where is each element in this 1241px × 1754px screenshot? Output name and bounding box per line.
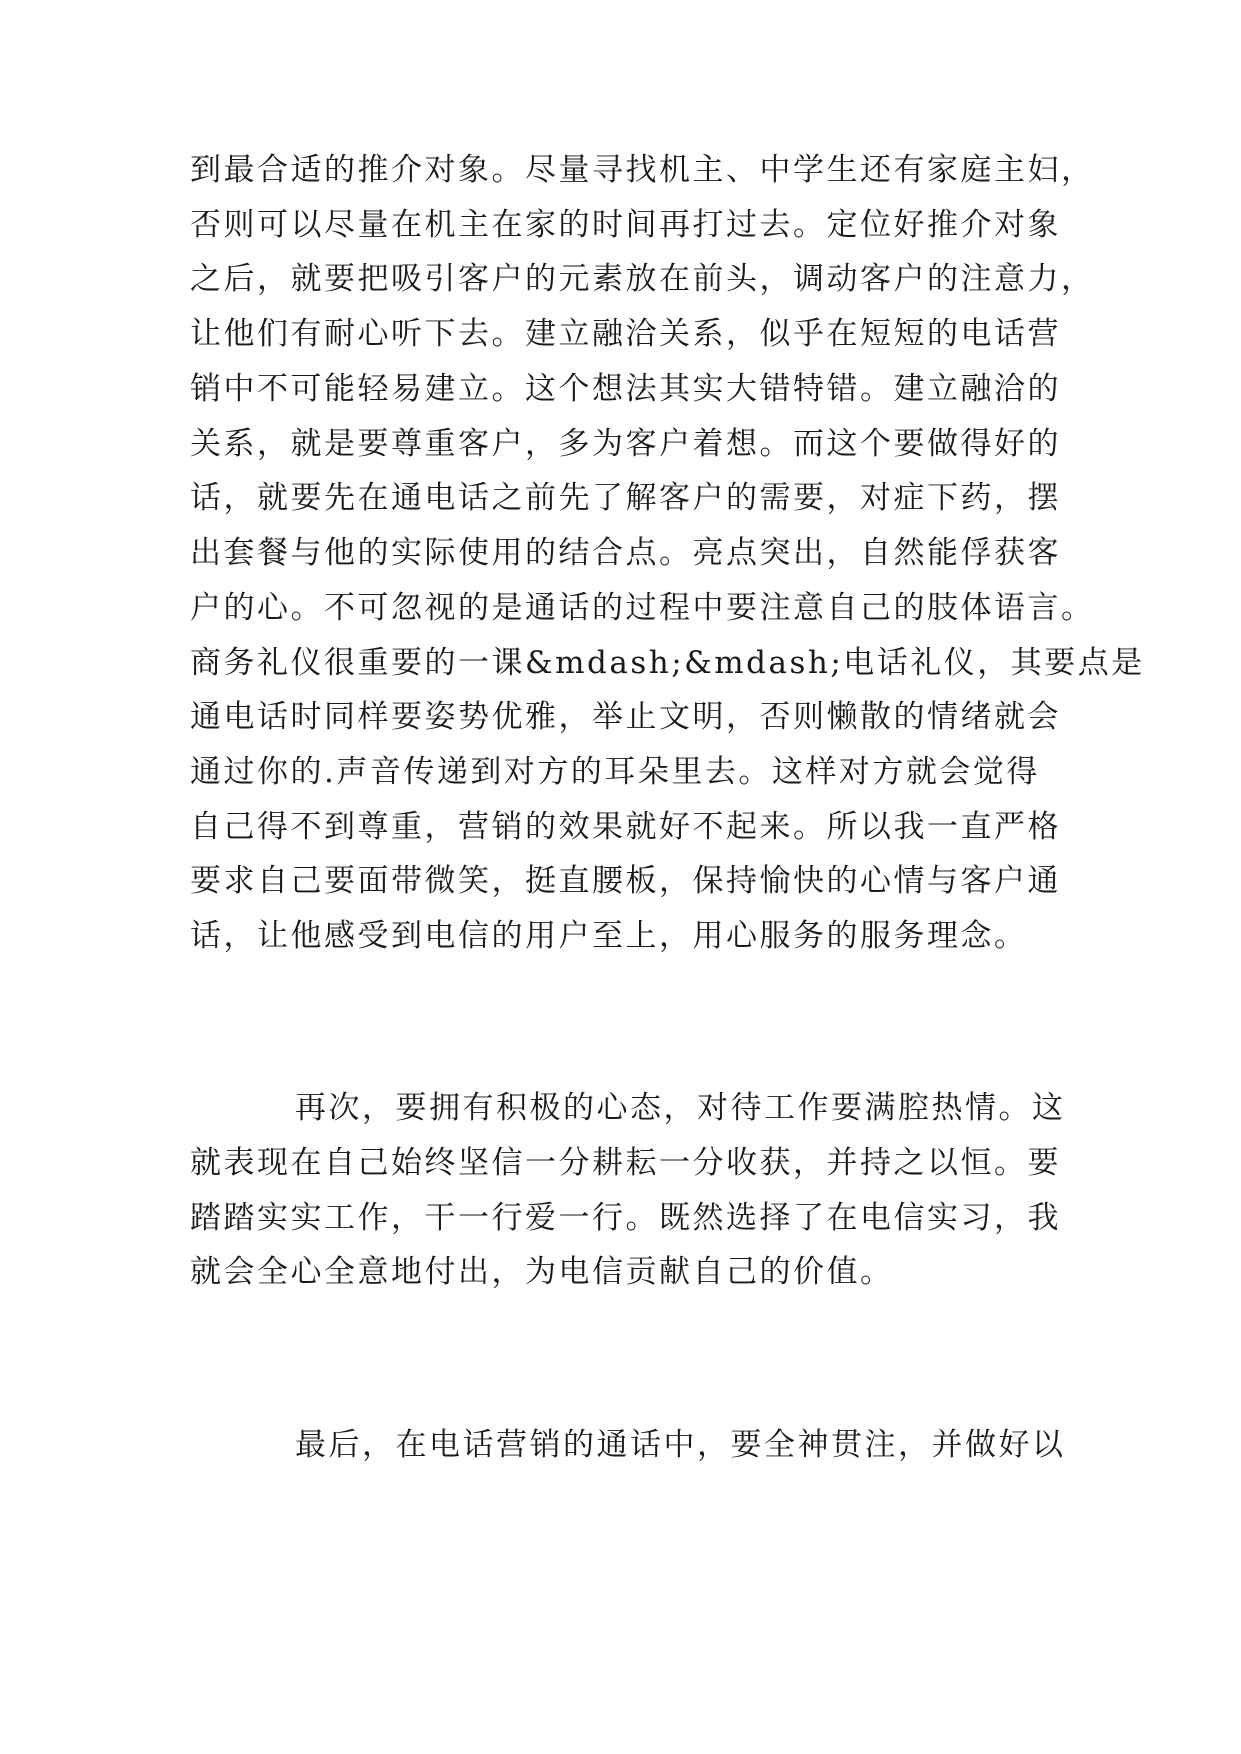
paragraph-line: 关系，就是要尊重客户，多为客户着想。而这个要做得好的: [190, 426, 1061, 462]
paragraph-line: 商务礼仪很重要的一课&mdash;&mdash;电话礼仪，其要点是: [190, 645, 1145, 681]
paragraph-line: 自己得不到尊重，营销的效果就好不起来。所以我一直严格: [190, 809, 1061, 845]
paragraph-line: 通电话时同样要姿势优雅，举止文明，否则懒散的情绪就会: [190, 699, 1061, 735]
paragraph-line: 否则可以尽量在机主在家的时间再打过去。定位好推介对象: [190, 207, 1061, 243]
paragraph-line: 户的心。不可忽视的是通话的过程中要注意自己的肢体语言。: [190, 590, 1095, 626]
paragraph-line: 之后，就要把吸引客户的元素放在前头，调动客户的注意力，: [190, 261, 1095, 297]
paragraph-line: 就会全心全意地付出，为电信贡献自己的价值。: [190, 1254, 894, 1290]
paragraph-line: 最后，在电话营销的通话中，要全神贯注，并做好以: [295, 1427, 1066, 1463]
paragraph-line: 话，就要先在通电话之前先了解客户的需要，对症下药，摆: [190, 480, 1061, 516]
paragraph-line: 出套餐与他的实际使用的结合点。亮点突出，自然能俘获客: [190, 535, 1061, 571]
paragraph-line: 让他们有耐心听下去。建立融洽关系，似乎在短短的电话营: [190, 316, 1061, 352]
paragraph-line: 就表现在自己始终坚信一分耕耘一分收获，并持之以恒。要: [190, 1145, 1061, 1181]
paragraph-line: 踏踏实实工作，干一行爱一行。既然选择了在电信实习，我: [190, 1200, 1061, 1236]
paragraph-line: 通过你的.声音传递到对方的耳朵里去。这样对方就会觉得: [190, 754, 1040, 790]
paragraph-line: 话，让他感受到电信的用户至上，用心服务的服务理念。: [190, 918, 1028, 954]
paragraph-line: 销中不可能轻易建立。这个想法其实大错特错。建立融洽的: [190, 371, 1061, 407]
paragraph-line: 到最合适的推介对象。尽量寻找机主、中学生还有家庭主妇，: [190, 152, 1095, 188]
paragraph-line: 再次，要拥有积极的心态，对待工作要满腔热情。这: [295, 1090, 1066, 1126]
paragraph-line: 要求自己要面带微笑，挺直腰板，保持愉快的心情与客户通: [190, 863, 1061, 899]
